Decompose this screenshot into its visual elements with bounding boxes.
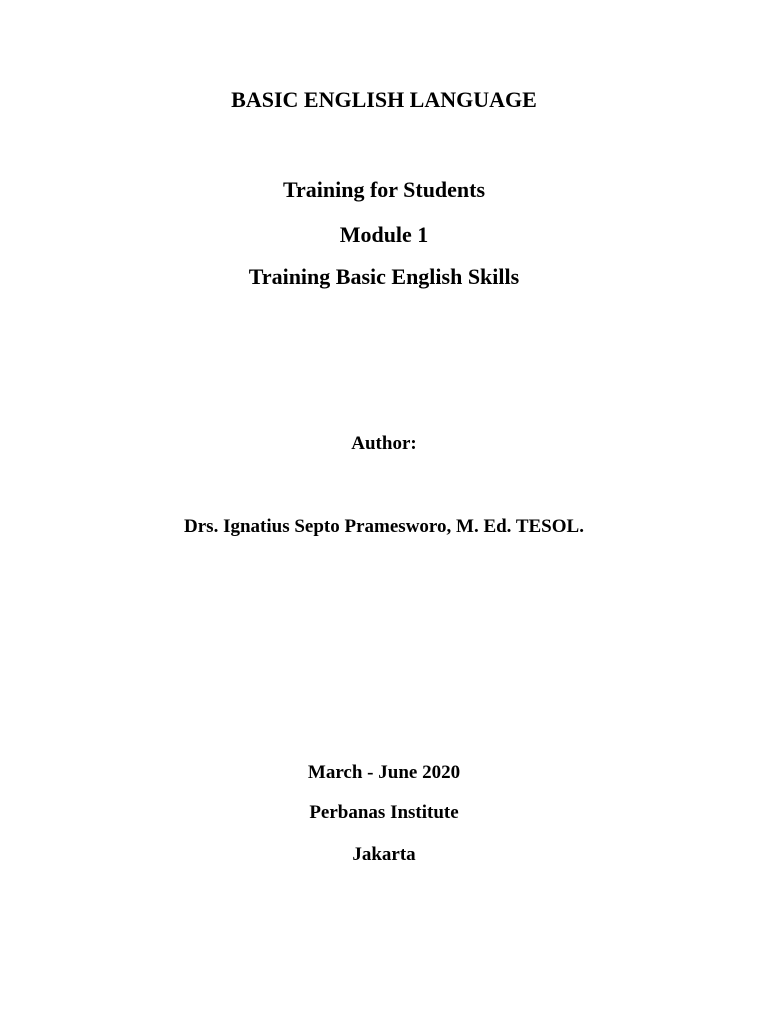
document-module-number: Module 1 xyxy=(339,222,429,247)
document-title: BASIC ENGLISH LANGUAGE xyxy=(231,87,537,112)
document-date: March - June 2020 xyxy=(307,762,461,783)
author-name: Drs. Ignatius Septo Pramesworo, M. Ed. TESOL. xyxy=(184,516,584,537)
city-name: Jakarta xyxy=(352,844,416,865)
document-module-title: Training Basic English Skills xyxy=(248,264,520,289)
institution-name: Perbanas Institute xyxy=(309,802,459,823)
author-label: Author: xyxy=(351,433,417,454)
document-subtitle-training: Training for Students xyxy=(282,177,486,202)
